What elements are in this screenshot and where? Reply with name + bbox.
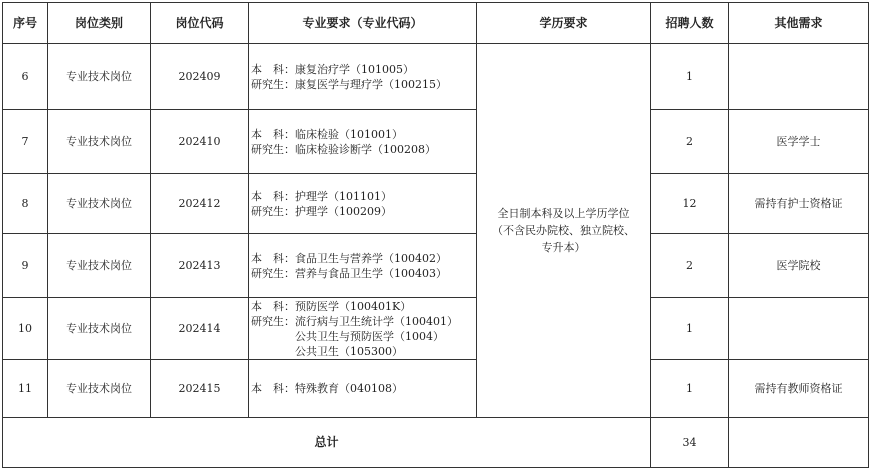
table-row	[3, 44, 869, 110]
row-no: 8	[3, 174, 48, 234]
total-label: 总计	[3, 418, 651, 468]
major-graduate: 研究生：临床检验诊断学（100208）	[251, 142, 436, 156]
row-majors	[249, 298, 477, 360]
major-graduate: 研究生：营养与食品卫生学（100403）	[251, 266, 447, 280]
row-other	[729, 44, 869, 110]
header-no: 序号	[3, 3, 48, 44]
major-graduate-extra: 公共卫生（105300）	[295, 344, 403, 358]
row-count: 1	[651, 360, 729, 418]
major-graduate: 研究生：护理学（100209）	[251, 204, 392, 218]
table-row	[3, 360, 869, 418]
row-category: 专业技术岗位	[48, 174, 151, 234]
header-row	[3, 3, 869, 44]
row-code: 202415	[151, 360, 249, 418]
row-code: 202409	[151, 44, 249, 110]
table-row	[3, 174, 869, 234]
row-no: 9	[3, 234, 48, 298]
row-count: 12	[651, 174, 729, 234]
row-majors	[249, 44, 477, 110]
row-category: 专业技术岗位	[48, 234, 151, 298]
major-undergrad: 本 科：预防医学（100401K）	[251, 299, 412, 313]
total-row	[3, 418, 869, 468]
row-code: 202410	[151, 110, 249, 174]
education-line: 全日制本科及以上学历学位	[497, 207, 630, 220]
header-count: 招聘人数	[651, 3, 729, 44]
row-no: 7	[3, 110, 48, 174]
recruitment-table	[2, 2, 869, 468]
major-graduate: 研究生：康复医学与理疗学（100215）	[251, 77, 447, 91]
row-category: 专业技术岗位	[48, 298, 151, 360]
row-other	[729, 298, 869, 360]
total-other	[729, 418, 869, 468]
row-no: 10	[3, 298, 48, 360]
header-other: 其他需求	[729, 3, 869, 44]
row-other: 需持有护士资格证	[729, 174, 869, 234]
education-line: 专升本）	[541, 241, 586, 254]
row-majors	[249, 110, 477, 174]
education-line: （不含民办院校、独立院校、	[492, 224, 635, 237]
major-graduate-extra: 公共卫生与预防医学（1004）	[295, 329, 444, 343]
row-code: 202412	[151, 174, 249, 234]
major-undergrad: 本 科：食品卫生与营养学（100402）	[251, 251, 447, 265]
header-major: 专业要求（专业代码）	[249, 3, 477, 44]
major-undergrad: 本 科：护理学（101101）	[251, 189, 392, 203]
table-row	[3, 234, 869, 298]
table-row	[3, 298, 869, 360]
education-requirement	[477, 44, 651, 418]
row-other: 医学院校	[729, 234, 869, 298]
row-other: 医学学士	[729, 110, 869, 174]
row-count: 1	[651, 298, 729, 360]
row-count: 2	[651, 110, 729, 174]
major-undergrad: 本 科：康复治疗学（101005）	[251, 62, 414, 76]
header-code: 岗位代码	[151, 3, 249, 44]
row-code: 202414	[151, 298, 249, 360]
header-education: 学历要求	[477, 3, 651, 44]
row-category: 专业技术岗位	[48, 44, 151, 110]
row-other: 需持有教师资格证	[729, 360, 869, 418]
row-category: 专业技术岗位	[48, 360, 151, 418]
row-count: 1	[651, 44, 729, 110]
row-code: 202413	[151, 234, 249, 298]
row-count: 2	[651, 234, 729, 298]
table-row	[3, 110, 869, 174]
major-graduate: 研究生：流行病与卫生统计学（100401）	[251, 314, 458, 328]
major-undergrad: 本 科：临床检验（101001）	[251, 127, 403, 141]
row-majors	[249, 234, 477, 298]
header-category: 岗位类别	[48, 3, 151, 44]
row-no: 6	[3, 44, 48, 110]
major-undergrad: 本 科：特殊教育（040108）	[251, 382, 403, 395]
row-majors	[249, 360, 477, 418]
row-no: 11	[3, 360, 48, 418]
row-majors	[249, 174, 477, 234]
row-category: 专业技术岗位	[48, 110, 151, 174]
total-count: 34	[651, 418, 729, 468]
